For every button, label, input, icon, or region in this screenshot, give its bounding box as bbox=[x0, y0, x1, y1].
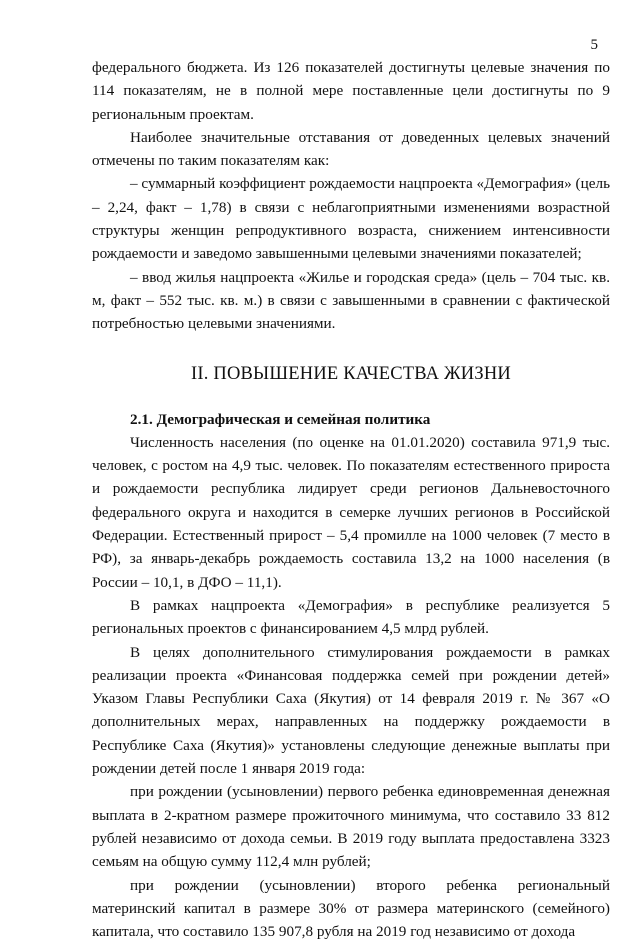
paragraph-national-project: В рамках нацпроекта «Демография» в республике реализуется 5 региональных проектов с финансированием 4,5 млрд рублей. bbox=[92, 594, 610, 641]
subsection-heading: 2.1. Демографическая и семейная политика bbox=[92, 408, 610, 431]
section-heading: II. ПОВЫШЕНИЕ КАЧЕСТВА ЖИЗНИ bbox=[92, 362, 610, 386]
paragraph-first-child: при рождении (усыновлении) первого ребенка единовременная денежная выплата в 2-кратном размере прожиточного минимума, что составило 33 812 рублей независимо от дохода семьи. В 2019 году выплата предоставлена 3323 семьям на общую сумму 112,4 млн рублей; bbox=[92, 780, 610, 873]
page-content bbox=[92, 56, 610, 943]
page-number: 5 bbox=[591, 34, 599, 57]
list-item-birth-rate: – суммарный коэффициент рождаемости нацпроекта «Демография» (цель – 2,24, факт – 1,78) в связи с неблагоприятными изменениями возрастной структуры женщин репродуктивного возраста, снижением интенсивности рождаемости и заведомо завышенными целевыми значениями показателей; bbox=[92, 172, 610, 265]
paragraph-decree: В целях дополнительного стимулирования рождаемости в рамках реализации проекта «Финансовая поддержка семей при рождении детей» Указом Главы Республики Саха (Якутия) от 14 февраля 2019 г. № 367 «О дополнительных мерах, направленных на поддержку рождаемости в Республике Саха (Якутия)» установлены следующие денежные выплаты при рождении детей после 1 января 2019 года: bbox=[92, 641, 610, 781]
paragraph-lagging-intro: Наиболее значительные отставания от доведенных целевых значений отмечены по таким показателям как: bbox=[92, 126, 610, 173]
paragraph-population: Численность населения (по оценке на 01.01.2020) составила 971,9 тыс. человек, с ростом на 4,9 тыс. человек. По показателям естественного прироста и рождаемости республика лидирует среди регионов Дальневосточного федерального округа и находится в семерке лучших регионов в Российской Федерации. Естественный прирост – 5,4 промилле на 1000 человек (7 место в РФ), за январь-декабрь рождаемость составила 13,2 на 1000 населения (в России – 10,1, в ДФО – 11,1). bbox=[92, 431, 610, 594]
paragraph-second-child: при рождении (усыновлении) второго ребенка региональный материнский капитал в размере 30% от размера материнского (семейного) капитала, что составило 135 907,8 рубля на 2019 год независимо от дохода bbox=[92, 874, 610, 943]
list-item-housing: – ввод жилья нацпроекта «Жилье и городская среда» (цель – 704 тыс. кв. м, факт – 552 тыс. кв. м.) в связи с завышенными в сравнении с фактической потребностью целевыми значениями. bbox=[92, 266, 610, 336]
paragraph-budget-continuation: федерального бюджета. Из 126 показателей достигнуты целевые значения по 114 показателям, не в полной мере поставленные цели достигнуты по 9 региональным проектам. bbox=[92, 56, 610, 126]
